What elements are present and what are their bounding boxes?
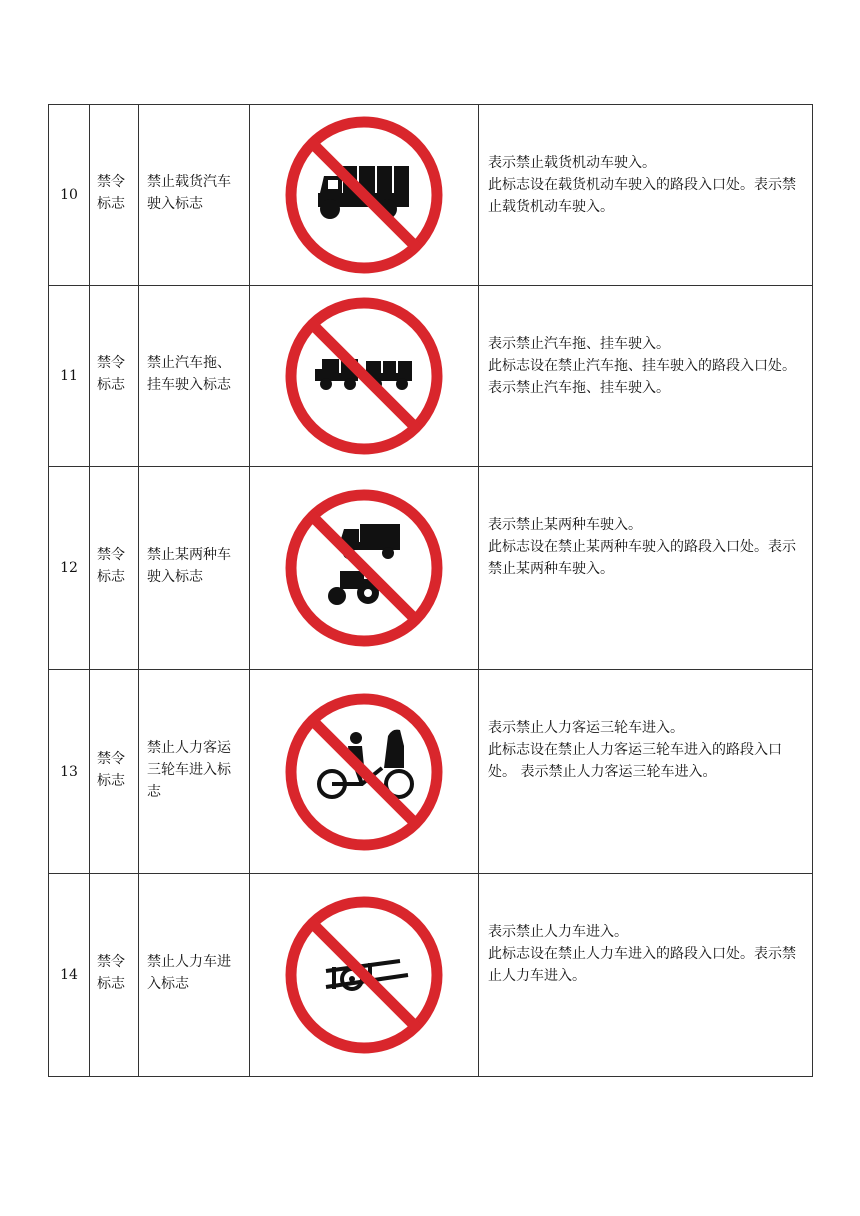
row-number: 11 — [49, 286, 90, 467]
row-number: 13 — [49, 670, 90, 874]
sign-name: 禁止某两种车驶入标志 — [147, 547, 231, 585]
sign-name: 禁止人力车进入标志 — [147, 954, 231, 992]
sign-image-cell — [250, 874, 479, 1077]
sign-image-cell — [250, 467, 479, 670]
description-summary: 表示禁止人力车进入。 — [488, 924, 628, 940]
no-handcart-icon — [282, 893, 446, 1057]
sign-image-cell — [250, 670, 479, 874]
table-row — [49, 467, 813, 670]
description-detail: 此标志设在禁止某两种车驶入的路段入口处。表示禁止某两种车驶入。 — [488, 539, 796, 577]
sign-name: 禁止载货汽车驶入标志 — [147, 174, 231, 212]
no-truck-and-tractor-icon — [282, 486, 446, 650]
description-detail: 此标志设在载货机动车驶入的路段入口处。表示禁止载货机动车驶入。 — [488, 177, 796, 215]
row-number: 12 — [49, 467, 90, 670]
description-summary: 表示禁止汽车拖、挂车驶入。 — [488, 336, 670, 352]
description-summary: 表示禁止载货机动车驶入。 — [488, 155, 656, 171]
category-label: 禁令标志 — [97, 750, 125, 789]
sign-name: 禁止汽车拖、挂车驶入标志 — [147, 355, 231, 393]
no-pedicab-icon — [282, 690, 446, 854]
table-row — [49, 670, 813, 874]
description-summary: 表示禁止某两种车驶入。 — [488, 517, 642, 533]
table-row — [49, 286, 813, 467]
sign-image-cell — [250, 286, 479, 467]
description-detail: 此标志设在禁止汽车拖、挂车驶入的路段入口处。 表示禁止汽车拖、挂车驶入。 — [488, 358, 796, 396]
category-label: 禁令标志 — [97, 174, 125, 212]
sign-name: 禁止人力客运三轮车进入标志 — [147, 739, 231, 800]
table-row — [49, 105, 813, 286]
row-number: 14 — [49, 874, 90, 1077]
row-number: 10 — [49, 105, 90, 286]
description-detail: 此标志设在禁止人力客运三轮车进入的路段入口处。 表示禁止人力客运三轮车进入。 — [488, 742, 782, 780]
category-label: 禁令标志 — [97, 547, 125, 585]
sign-image-cell — [250, 105, 479, 286]
no-trailer-icon — [282, 294, 446, 458]
traffic-sign-table — [48, 104, 813, 1077]
category-label: 禁令标志 — [97, 954, 125, 992]
category-label: 禁令标志 — [97, 355, 125, 393]
table-row — [49, 874, 813, 1077]
description-detail: 此标志设在禁止人力车进入的路段入口处。表示禁止人力车进入。 — [488, 946, 796, 984]
description-summary: 表示禁止人力客运三轮车进入。 — [488, 720, 684, 736]
no-truck-icon — [282, 113, 446, 277]
